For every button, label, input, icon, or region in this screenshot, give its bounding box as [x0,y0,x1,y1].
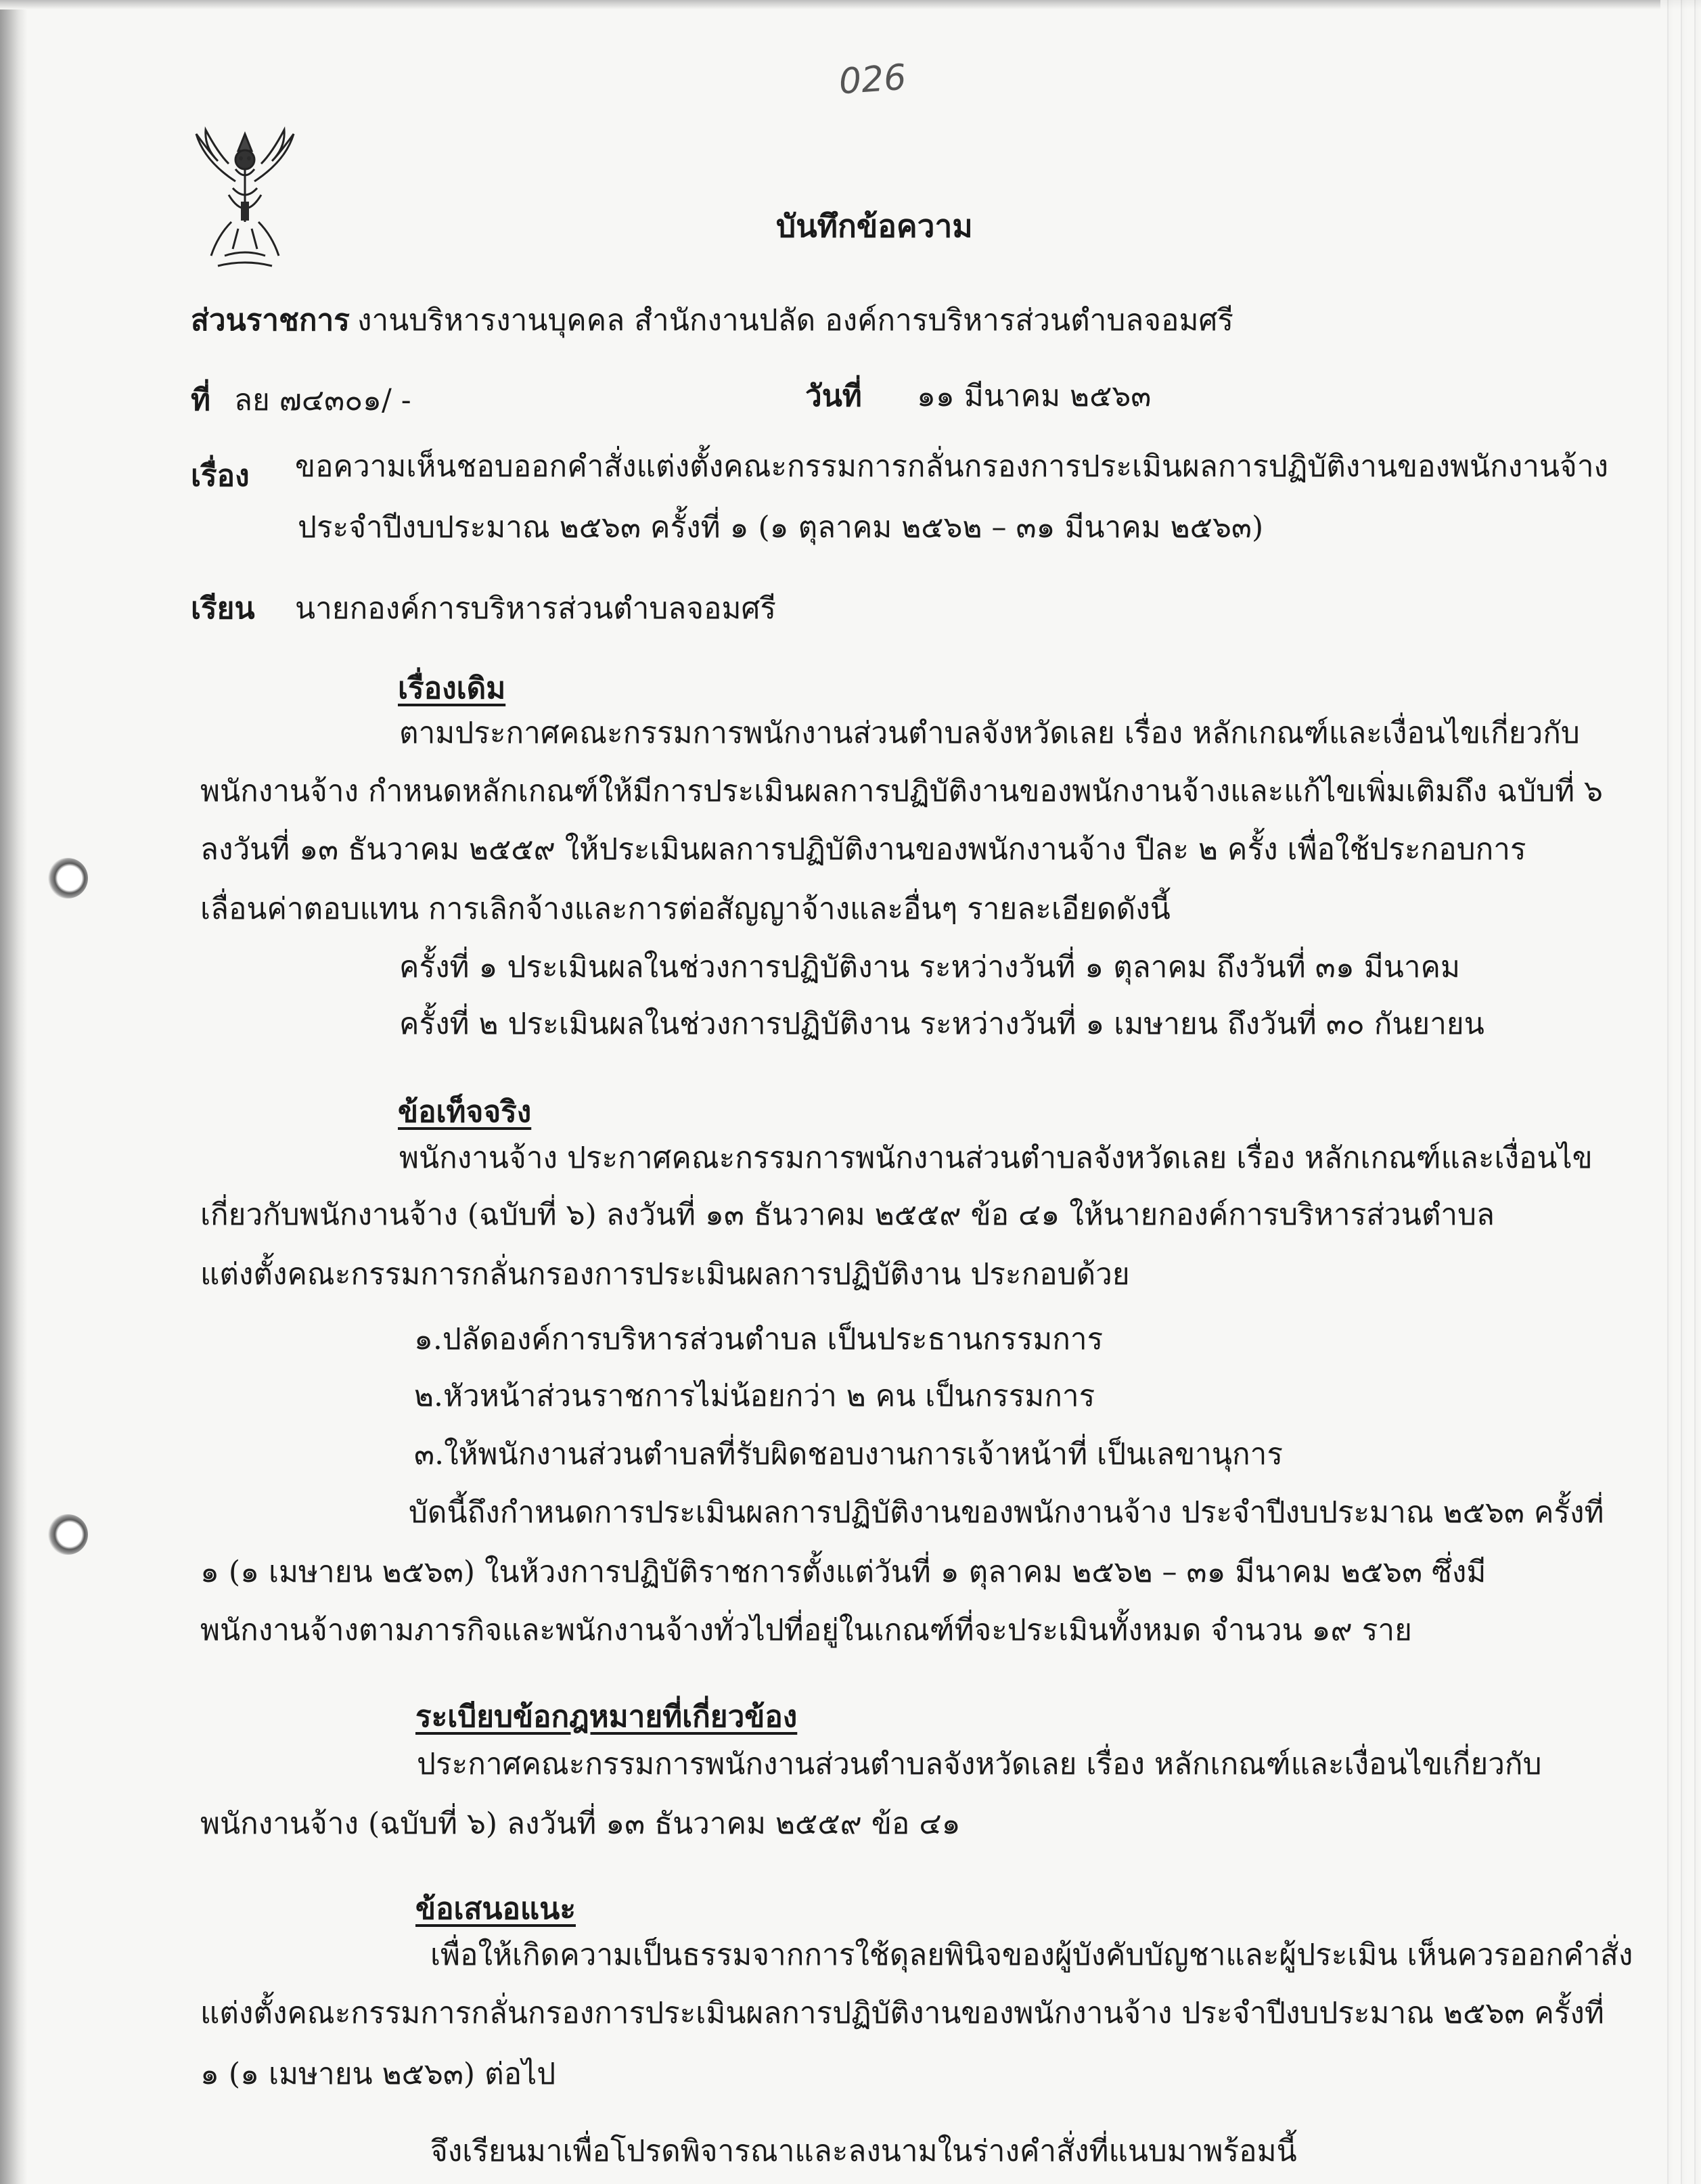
regulations-line: พนักงานจ้าง (ฉบับที่ ๖) ลงวันที่ ๑๓ ธันวาคม ๒๕๕๙ ข้อ ๔๑ [200,1806,961,1841]
recommendation-line: ๑ (๑ เมษายน ๒๕๖๓) ต่อไป [200,2057,556,2091]
recommendation-line: แต่งตั้งคณะกรรมการกลั่นกรองการประเมินผลการปฏิบัติงานของพนักงานจ้าง ประจำปีงบประมาณ ๒๕๖๓ ครั้งที่ [200,1996,1604,2030]
background-round-1: ครั้งที่ ๑ ประเมินผลในช่วงการปฏิบัติงาน ระหว่างวันที่ ๑ ตุลาคม ถึงวันที่ ๓๑ มีนาคม [399,950,1460,984]
garuda-emblem-icon [191,120,299,276]
date-label: วันที่ [805,379,862,413]
page-top-shadow [0,0,1701,9]
date-value: ๑๑ มีนาคม ๒๕๖๓ [917,379,1152,413]
page-left-shadow [0,0,27,2184]
committee-item-3: ๓.ให้พนักงานส่วนตำบลที่รับผิดชอบงานการเจ้าหน้าที่ เป็นเลขานุการ [414,1437,1283,1472]
stacked-page-edges [1660,0,1701,2184]
facts-line: ๑ (๑ เมษายน ๒๕๖๓) ในห้วงการปฏิบัติราชการตั้งแต่วันที่ ๑ ตุลาคม ๒๕๖๒ – ๓๑ มีนาคม ๒๕๖๓ ซึ่งมี [200,1555,1487,1589]
to-label: เรียน [191,591,255,626]
subject-line-1: ขอความเห็นชอบออกคำสั่งแต่งตั้งคณะกรรมการกลั่นกรองการประเมินผลการปฏิบัติงานของพนักงานจ้าง [295,449,1609,484]
facts-line: พนักงานจ้างตามภารกิจและพนักงานจ้างทั่วไปที่อยู่ในเกณฑ์ที่จะประเมินทั้งหมด จำนวน ๑๙ ราย [200,1613,1412,1647]
reference-number: ลย ๗๔๓๐๑/ - [234,383,411,417]
facts-line: บัดนี้ถึงกำหนดการประเมินผลการปฏิบัติงานของพนักงานจ้าง ประจำปีงบประมาณ ๒๕๖๓ ครั้งที่ [409,1495,1604,1530]
background-line: ตามประกาศคณะกรรมการพนักงานส่วนตำบลจังหวัดเลย เรื่อง หลักเกณฑ์และเงื่อนไขเกี่ยวกับ [399,716,1580,750]
background-round-2: ครั้งที่ ๒ ประเมินผลในช่วงการปฏิบัติงาน ระหว่างวันที่ ๑ เมษายน ถึงวันที่ ๓๐ กันยายน [399,1007,1484,1041]
punch-hole-icon [47,858,88,898]
background-line: เลื่อนค่าตอบแทน การเลิกจ้างและการต่อสัญญาจ้างและอื่นๆ รายละเอียดดังนี้ [200,892,1171,926]
committee-item-1: ๑.ปลัดองค์การบริหารส่วนตำบล เป็นประธานกรรมการ [414,1322,1104,1357]
committee-item-2: ๒.หัวหน้าส่วนราชการไม่น้อยกว่า ๒ คน เป็นกรรมการ [414,1379,1095,1413]
department-value: งานบริหารงานบุคคล สำนักงานปลัด องค์การบริหารส่วนตำบลจอมศรี [357,303,1234,338]
recommendation-heading: ข้อเสนอแนะ [415,1892,576,1926]
facts-line: เกี่ยวกับพนักงานจ้าง (ฉบับที่ ๖) ลงวันที่ ๑๓ ธันวาคม ๒๕๕๙ ข้อ ๔๑ ให้นายกองค์การบริหารส่วนตำบล [200,1198,1495,1232]
subject-label: เรื่อง [191,459,250,493]
recommendation-line: เพื่อให้เกิดความเป็นธรรมจากการใช้ดุลยพินิจของผู้บังคับบัญชาและผู้ประเมิน เห็นควรออกคำสั่ง [430,1938,1633,1972]
punch-hole-icon [47,1514,88,1555]
regulations-heading: ระเบียบข้อกฎหมายที่เกี่ยวข้อง [415,1700,798,1734]
to-value: นายกองค์การบริหารส่วนตำบลจอมศรี [295,591,777,626]
background-line: ลงวันที่ ๑๓ ธันวาคม ๒๕๕๙ ให้ประเมินผลการปฏิบัติงานของพนักงานจ้าง ปีละ ๒ ครั้ง เพื่อใช้ประกอบการ [200,832,1526,867]
facts-line: แต่งตั้งคณะกรรมการกลั่นกรองการประเมินผลการปฏิบัติงาน ประกอบด้วย [200,1257,1130,1292]
closing-line: จึงเรียนมาเพื่อโปรดพิจารณาและลงนามในร่างคำสั่งที่แนบมาพร้อมนี้ [430,2134,1297,2168]
subject-line-2: ประจำปีงบประมาณ ๒๕๖๓ ครั้งที่ ๑ (๑ ตุลาคม ๒๕๖๒ – ๓๑ มีนาคม ๒๕๖๓) [298,510,1264,545]
memo-title: บันทึกข้อความ [776,208,973,244]
background-line: พนักงานจ้าง กำหนดหลักเกณฑ์ให้มีการประเมินผลการปฏิบัติงานของพนักงานจ้างและแก้ไขเพิ่มเติมถึง ฉบับที่ ๖ [200,774,1603,809]
handwritten-page-number: 026 [838,57,908,103]
facts-heading: ข้อเท็จจริง [398,1095,532,1129]
reference-label: ที่ [191,383,211,417]
background-heading: เรื่องเดิม [398,671,506,706]
facts-line: พนักงานจ้าง ประกาศคณะกรรมการพนักงานส่วนตำบลจังหวัดเลย เรื่อง หลักเกณฑ์และเงื่อนไข [399,1141,1593,1175]
regulations-line: ประกาศคณะกรรมการพนักงานส่วนตำบลจังหวัดเลย เรื่อง หลักเกณฑ์และเงื่อนไขเกี่ยวกับ [417,1747,1542,1781]
department-label: ส่วนราชการ [191,303,350,338]
